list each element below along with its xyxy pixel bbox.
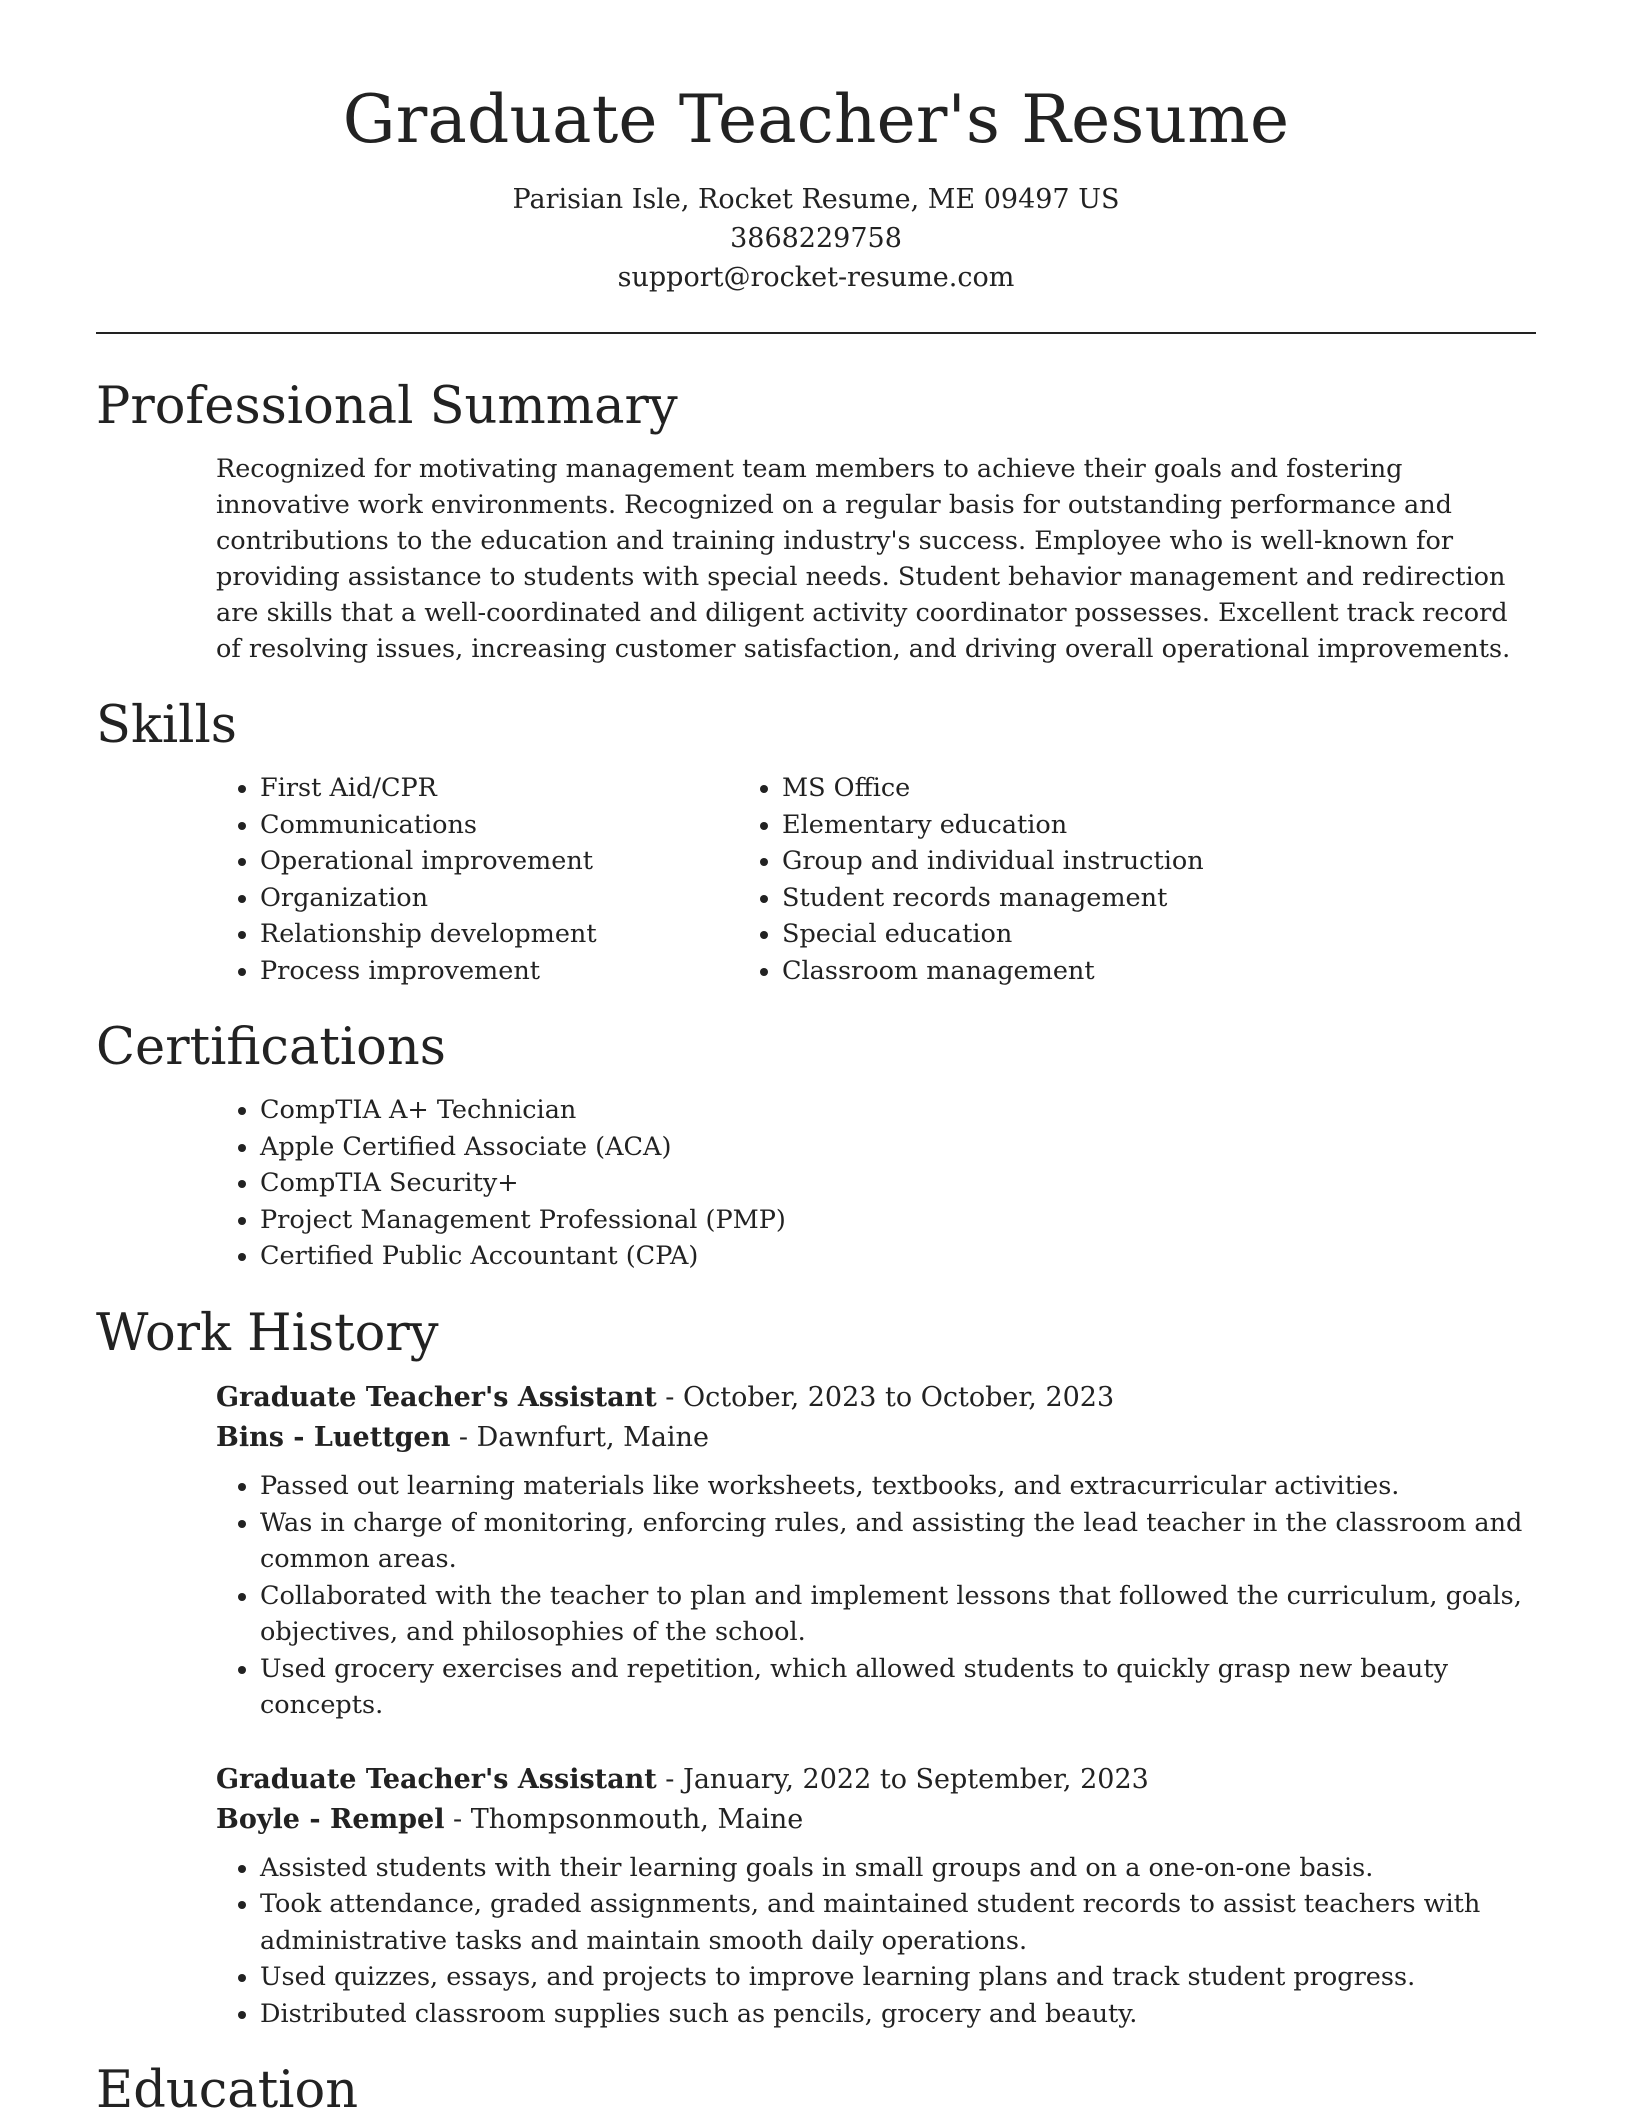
list-item: • Distributed classroom supplies such as pencils, grocery and beauty.: [260, 1996, 1536, 2033]
skills-list-right: [782, 770, 1204, 989]
list-item: • Special education: [782, 916, 1204, 953]
list-item: • Used grocery exercises and repetition, which allowed students to quickly grasp new beauty concepts.: [260, 1651, 1536, 1724]
skills-column-right: [746, 770, 1204, 989]
job-employer-line: [216, 1800, 1536, 1840]
header-divider: [96, 332, 1536, 334]
resume-header: [96, 0, 1536, 297]
list-item: • Apple Certified Associate (ACA): [260, 1129, 1536, 1166]
job-entry: [96, 1760, 1536, 2033]
list-item: • Elementary education: [782, 807, 1204, 844]
list-item: • Used quizzes, essays, and projects to improve learning plans and track student progress.: [260, 1959, 1536, 1996]
contact-email: support@rocket-resume.com: [617, 261, 1015, 293]
list-item: • Relationship development: [260, 916, 746, 953]
job-dates: - January, 2022 to September, 2023: [656, 1763, 1149, 1795]
list-item: • CompTIA Security+: [260, 1165, 1536, 1202]
work-history-heading: Work History: [96, 1303, 439, 1363]
list-item: • Process improvement: [260, 953, 746, 990]
skills-list-left: [96, 770, 746, 989]
skills-column-left: [96, 770, 746, 989]
job-location: - Dawnfurt, Maine: [450, 1422, 709, 1454]
job-location: - Thompsonmouth, Maine: [444, 1803, 804, 1835]
certifications-section: [96, 1017, 1536, 1275]
list-item: • Took attendance, graded assignments, and maintained student records to assist teachers with administrative tasks and maintain smooth daily operations.: [260, 1886, 1536, 1959]
job-title-line: [216, 1378, 1536, 1418]
work-history-section: [96, 1303, 1536, 2032]
certifications-heading: Certifications: [96, 1018, 446, 1078]
list-item: • Assisted students with their learning goals in small groups and on a one-on-one basis.: [260, 1850, 1536, 1887]
certifications-list: [96, 1092, 1536, 1275]
contact-address: Parisian Isle, Rocket Resume, ME 09497 US: [512, 183, 1120, 215]
job-duties-list: [96, 1850, 1536, 2033]
job-title-line: [216, 1760, 1536, 1800]
list-item: • Collaborated with the teacher to plan and implement lessons that followed the curriculum, goals, objectives, and philosophies of the school.: [260, 1578, 1536, 1651]
list-item: • Passed out learning materials like worksheets, textbooks, and extracurricular activities.: [260, 1468, 1536, 1505]
skills-columns: [96, 770, 1536, 989]
job-title: Graduate Teacher's Assistant: [216, 1382, 657, 1414]
job-duties-list: [96, 1468, 1536, 1724]
list-item: • Communications: [260, 807, 746, 844]
skills-section: [96, 695, 1536, 989]
summary-heading: Professional Summary: [96, 376, 678, 436]
list-item: • First Aid/CPR: [260, 770, 746, 807]
contact-phone: 3868229758: [730, 222, 902, 254]
list-item: • Operational improvement: [260, 843, 746, 880]
list-item: • CompTIA A+ Technician: [260, 1092, 1536, 1129]
summary-section: [96, 376, 1536, 667]
list-item: • Was in charge of monitoring, enforcing rules, and assisting the lead teacher in the classroom and common areas.: [260, 1505, 1536, 1578]
list-item: • Classroom management: [782, 953, 1204, 990]
job-employer-line: [216, 1418, 1536, 1458]
job-employer: Boyle - Rempel: [216, 1803, 445, 1835]
list-item: • Project Management Professional (PMP): [260, 1202, 1536, 1239]
job-dates: - October, 2023 to October, 2023: [656, 1382, 1115, 1414]
list-item: • Group and individual instruction: [782, 843, 1204, 880]
job-employer: Bins - Luettgen: [216, 1422, 451, 1454]
resume-title: Graduate Teacher's Resume: [342, 81, 1290, 158]
job-title: Graduate Teacher's Assistant: [216, 1763, 657, 1795]
list-item: • Organization: [260, 880, 746, 917]
list-item: • MS Office: [782, 770, 1204, 807]
job-entry: [96, 1378, 1536, 1724]
education-heading: Education: [96, 2061, 359, 2121]
list-item: • Student records management: [782, 880, 1204, 917]
skills-heading: Skills: [96, 696, 237, 756]
summary-text: Recognized for motivating management team members to achieve their goals and fostering innovative work environments. Recognized on a regular basis for outstanding performance and contributions to the education and training industry's success. Employee who is well-known for providing assistance to students with special needs. Student behavior management and redirection are skills that a well-coordinated and diligent activity coordinator possesses. Excellent track record of resolving issues, increasing customer satisfaction, and driving overall operational improvements.: [216, 454, 1511, 665]
list-item: • Certified Public Accountant (CPA): [260, 1238, 1536, 1275]
